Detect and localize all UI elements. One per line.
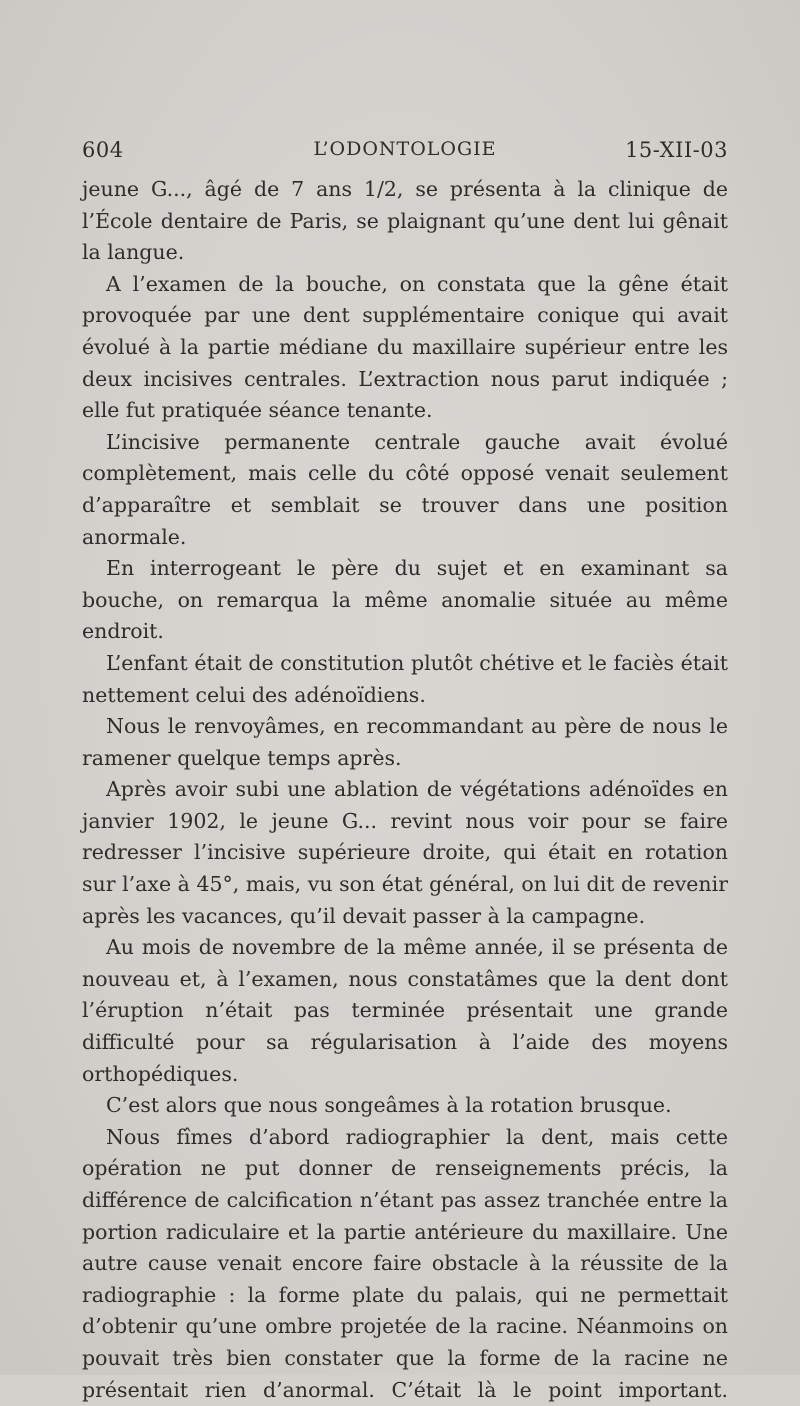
- paragraph: Au mois de novembre de la même année, il se présenta de nouveau et, à l’examen, nous constatâmes que la dent dont l’éruption n’était pas terminée présentait une grande difficulté pour sa régularisation à l’aide des moyens orthopédiques.: [82, 935, 728, 1086]
- page-header: [82, 138, 728, 168]
- issue-date: 15-XII-03: [625, 138, 728, 162]
- paragraph: L’enfant était de constitution plutôt chétive et le faciès était nettement celui des adénoïdiens.: [82, 650, 728, 707]
- paragraph: Nous fîmes d’abord radiographier la dent, mais cette opération ne put donner de renseignements précis, la différence de calcification n’étant pas assez tranchée entre la portion radiculaire et la partie antérieure du maxillaire. Une autre cause venait encore faire obstacle à la réussite de la radiographie : la forme plate du palais, qui ne permettait d’obtenir qu’une ombre projetée de la racine. Néanmoins on pouvait très bien constater que la forme de la racine ne présentait rien d’anormal. C’était là le point important.: [82, 1124, 728, 1402]
- paragraph: jeune G..., âgé de 7 ans 1/2, se présenta à la clinique de l’École dentaire de Paris, se plaignant qu’une dent lui gênait la langue.: [82, 177, 728, 265]
- paragraph: C’est alors que nous songeâmes à la rotation brusque.: [106, 1093, 672, 1118]
- paragraph: A l’examen de la bouche, on constata que la gêne était provoquée par une dent supplémentaire conique qui avait évolué à la partie médiane du maxillaire supérieur entre les deux incisives centrales. L’extraction nous parut indiquée ; elle fut pratiquée séance tenante.: [82, 271, 728, 423]
- paragraph: L’incisive permanente centrale gauche avait évolué complètement, mais celle du côté opposé venait seulement d’apparaître et semblait se trouver dans une position anormale.: [82, 429, 728, 549]
- paragraph: Après avoir subi une ablation de végétations adénoïdes en janvier 1902, le jeune G... revint nous voir pour se faire redresser l’incisive supérieure droite, qui était en rotation sur l’axe à 45°, mais, vu son état général, on lui dit de revenir après les vacances, qu’il devait passer à la campagne.: [82, 777, 728, 928]
- page-number: 604: [82, 138, 124, 162]
- paragraph: Nous le renvoyâmes, en recommandant au père de nous le ramener quelque temps après.: [82, 714, 728, 770]
- body-text: [82, 174, 728, 1406]
- paragraph: En interrogeant le père du sujet et en examinant sa bouche, on remarqua la même anomalie située au même endroit.: [82, 556, 728, 644]
- running-title: L’ODONTOLOGIE: [313, 138, 497, 160]
